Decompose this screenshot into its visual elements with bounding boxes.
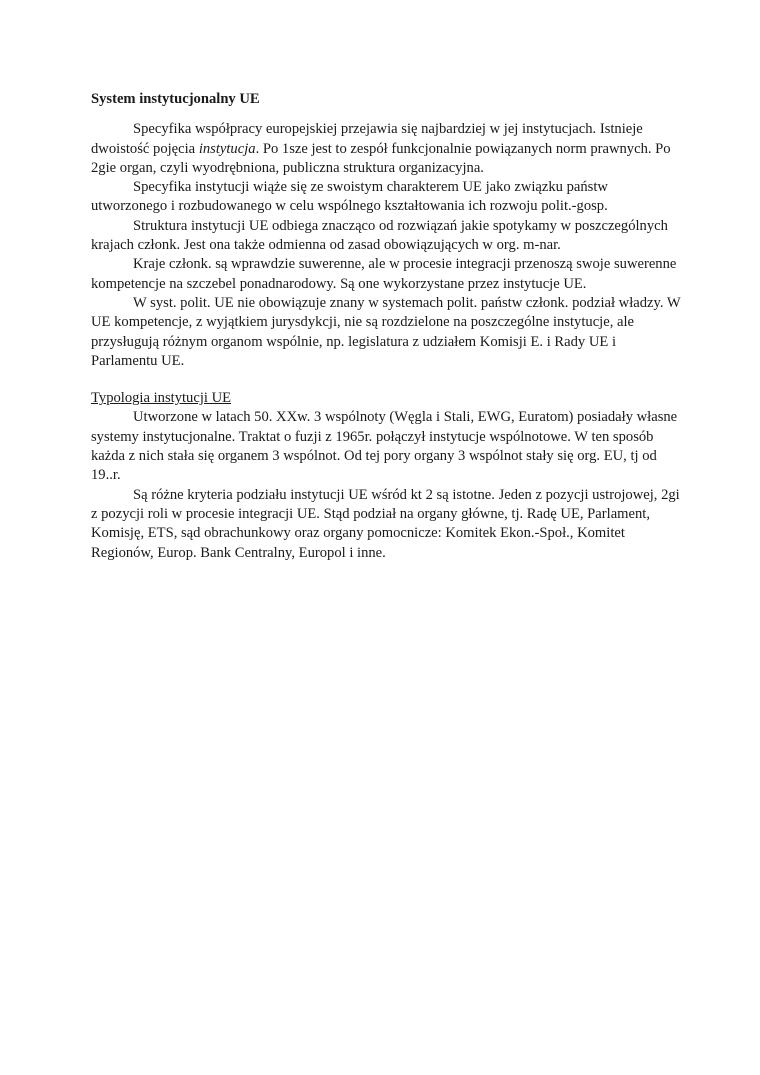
italic-term: instytucja — [198, 140, 256, 157]
paragraph: Utworzone w latach 50. XXw. 3 wspólnoty (Węgla i Stali, EWG, Euratom) posiadały własne systemy instytucjonalne. Traktat o fuzji z 1965r. połączył instytucje wspólnotowe. W ten sposób każda z nich stała się organem 3 wspólnot. Od tej pory organy 3 wspólnot stały się org. EU, tj od 19..r. — [91, 409, 678, 484]
section-heading: Typologia instytucji UE — [91, 390, 232, 407]
paragraph — [91, 120, 681, 178]
document-body — [91, 90, 681, 563]
paragraph-text: . Po 1sze jest to zespół funkcjonalnie powiązanych norm prawnych. Po 2gie organ, czyli wyodrębniona, publiczna struktura organizacyjna. — [91, 140, 671, 176]
paragraph: Kraje członk. są wprawdzie suwerenne, ale w procesie integracji przenoszą swoje suwerenne kompetencje na szczebel ponadnarodowy. Są one wykorzystane przez instytucje UE. — [91, 256, 677, 292]
paragraph: W syst. polit. UE nie obowiązuje znany w systemach polit. państw członk. podział władzy. W UE kompetencje, z wyjątkiem jurysdykcji, nie są rozdzielone na poszczególne instytucje, ale przysługują różnym organom wspólnie, np. legislatura z udziałem Komisji E. i Rady UE i Parlamentu UE. — [91, 294, 681, 369]
document-title: System instytucjonalny UE — [91, 91, 260, 107]
paragraph: Struktura instytucji UE odbiega znacząco od rozwiązań jakie spotykamy w poszczególnych krajach członk. Jest ona także odmienna od zasad obowiązujących w org. m-nar. — [91, 217, 668, 254]
paragraph: Są różne kryteria podziału instytucji UE wśród kt 2 są istotne. Jeden z pozycji ustrojowej, 2gi z pozycji roli w procesie integracji UE. Stąd podział na organy główne, tj. Radę UE, Parlament, Komisję, ETS, sąd obrachunkowy oraz organy pomocnicze: Komitek Ekon.-Społ., Komitet Regionów, Europ. Bank Centralny, Europol i inne. — [91, 486, 680, 561]
paragraph: Specyfika instytucji wiąże się ze swoistym charakterem UE jako związku państw utworzonego i rozbudowanego w celu wspólnego kształtowania ich rozwoju polit.-gosp. — [91, 179, 608, 215]
paragraph-text: Specyfika współpracy europejskiej przejawia się najbardziej w jej instytucjach. Istnieje dwoistość pojęcia — [91, 121, 643, 157]
